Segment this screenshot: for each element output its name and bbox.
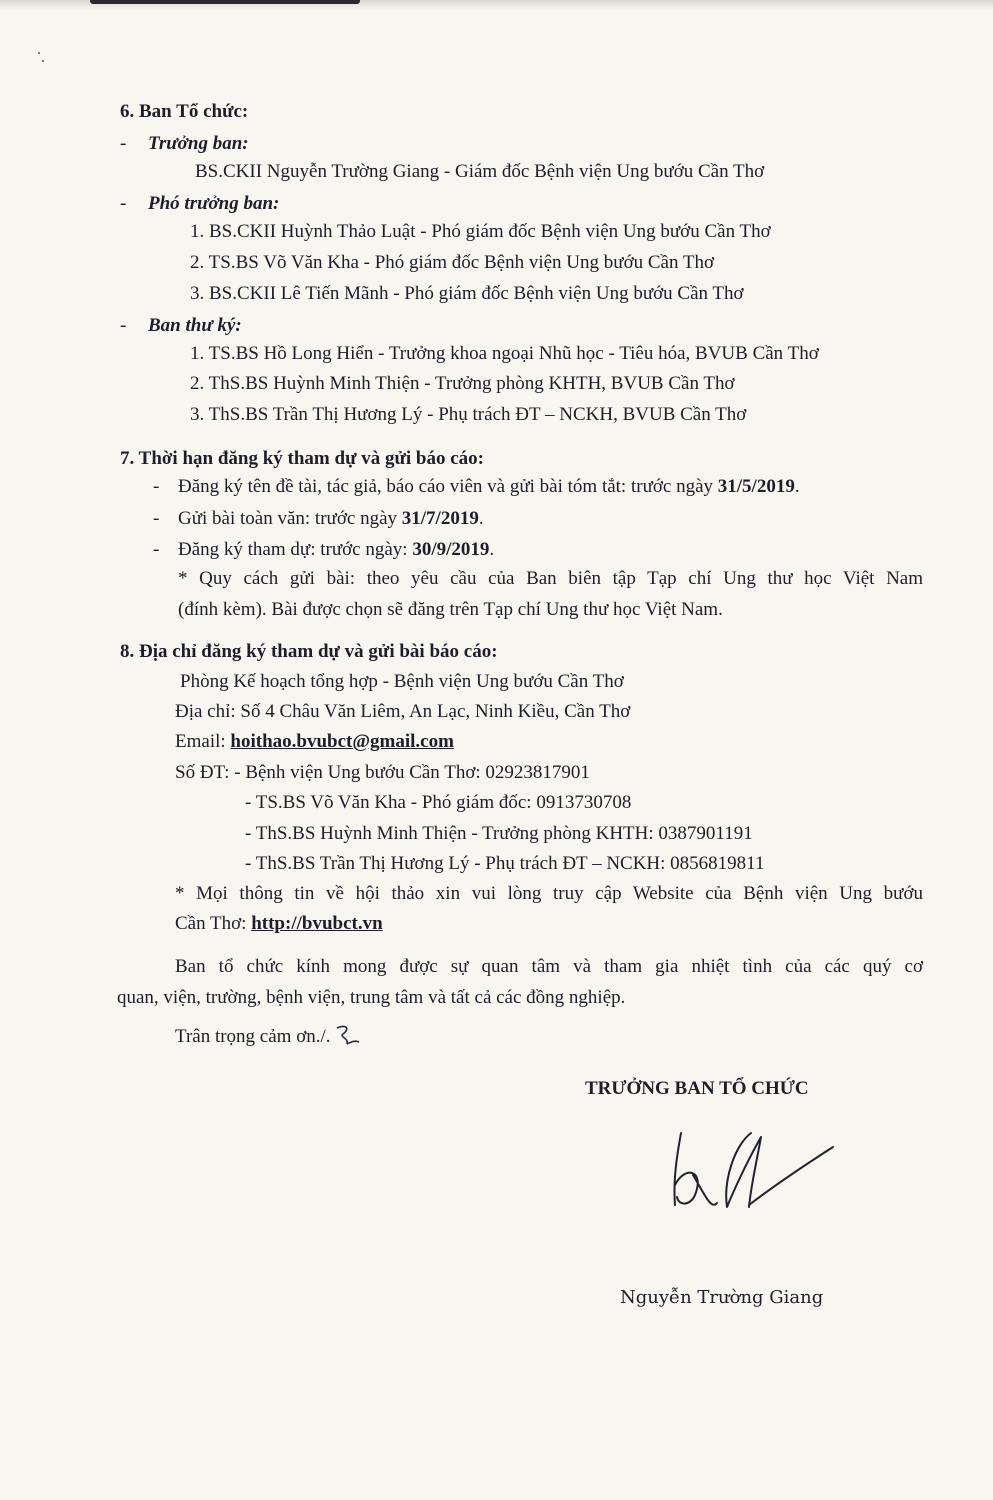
deadline-text: Gửi bài toàn văn: trước ngày — [178, 508, 402, 529]
section-7-heading: 7. Thời hạn đăng ký tham dự và gửi báo cáo: — [120, 448, 484, 469]
bullet-dash: - — [153, 539, 160, 560]
deadline-item: Gửi bài toàn văn: trước ngày 31/7/2019. — [178, 508, 484, 529]
deputy-item: 2. TS.BS Võ Văn Kha - Phó giám đốc Bệnh viện Ung bướu Cần Thơ — [190, 252, 715, 273]
head-label: Trưởng ban: — [148, 133, 249, 154]
thanks-line — [175, 1022, 361, 1049]
info-note: * Mọi thông tin về hội thảo xin vui lòng truy cập Website của Bệnh viện Ung bướu — [175, 883, 923, 904]
bullet-dash: - — [120, 133, 127, 154]
bullet-dash: - — [120, 315, 127, 336]
phone-item: - ThS.BS Trần Thị Hương Lý - Phụ trách ĐT – NCKH: 0856819811 — [245, 853, 765, 874]
phone-item: - ThS.BS Huỳnh Minh Thiện - Trưởng phòng KHTH: 0387901191 — [245, 823, 753, 844]
initials-icon — [333, 1022, 361, 1048]
deadline-date: 31/5/2019 — [717, 476, 795, 497]
secretary-item: 1. TS.BS Hồ Long Hiển - Trưởng khoa ngoại Nhũ học - Tiêu hóa, BVUB Cần Thơ — [190, 343, 819, 364]
deadline-date: 30/9/2019 — [412, 539, 490, 560]
deadline-date: 31/7/2019 — [401, 508, 479, 529]
signature-title: TRƯỞNG BAN TỔ CHỨC — [585, 1078, 809, 1099]
head-member: BS.CKII Nguyễn Trường Giang - Giám đốc Bệnh viện Ung bướu Cần Thơ — [195, 161, 765, 182]
scan-speck — [38, 52, 40, 54]
thanks-text: Trân trọng cảm ơn./. — [175, 1026, 331, 1047]
deadline-item: Đăng ký tham dự: trước ngày: 30/9/2019. — [178, 539, 495, 560]
scan-speck — [42, 60, 44, 62]
bullet-dash: - — [153, 508, 160, 529]
submission-note: * Quy cách gửi bài: theo yêu cầu của Ban biên tập Tạp chí Ung thư học Việt Nam — [178, 568, 923, 589]
website-line — [175, 912, 383, 936]
section-8-heading: 8. Địa chỉ đăng ký tham dự và gửi bài báo cáo: — [120, 641, 498, 662]
phone-label: Số ĐT: - — [175, 762, 246, 783]
website-link[interactable]: http://bvubct.vn — [251, 913, 383, 934]
phone-item: Bệnh viện Ung bướu Cần Thơ: 02923817901 — [245, 762, 590, 783]
secretary-item: 2. ThS.BS Huỳnh Minh Thiện - Trưởng phòng KHTH, BVUB Cần Thơ — [190, 373, 735, 394]
secretary-item: 3. ThS.BS Trần Thị Hương Lý - Phụ trách ĐT – NCKH, BVUB Cần Thơ — [190, 404, 747, 425]
section-6-heading: 6. Ban Tổ chức: — [120, 101, 249, 122]
closing-paragraph: Ban tổ chức kính mong được sự quan tâm và tham gia nhiệt tình của các quý cơ — [175, 956, 923, 977]
deputy-item: 3. BS.CKII Lê Tiến Mãnh - Phó giám đốc Bệnh viện Ung bướu Cần Thơ — [190, 283, 744, 304]
email-label: Email: — [175, 731, 231, 752]
bullet-dash: - — [153, 476, 160, 497]
signatory-name: Nguyễn Trường Giang — [620, 1287, 824, 1308]
secretary-label: Ban thư ký: — [148, 315, 242, 336]
phone-line — [175, 761, 590, 785]
closing-paragraph: quan, viện, trường, bệnh viện, trung tâm và tất cả các đồng nghiệp. — [117, 987, 626, 1008]
bullet-dash: - — [120, 193, 127, 214]
submission-note: (đính kèm). Bài được chọn sẽ đăng trên Tạp chí Ung thư học Việt Nam. — [178, 599, 723, 620]
phone-item: - TS.BS Võ Văn Kha - Phó giám đốc: 0913730708 — [245, 792, 632, 813]
office-name: Phòng Kế hoạch tổng hợp - Bệnh viện Ung bướu Cần Thơ — [180, 671, 624, 692]
email-link[interactable]: hoithao.bvubct@gmail.com — [230, 731, 454, 752]
email-line — [175, 730, 454, 754]
deadline-item: Đăng ký tên đề tài, tác giả, báo cáo viên và gửi bài tóm tắt: trước ngày 31/5/2019. — [178, 476, 800, 497]
deputy-item: 1. BS.CKII Huỳnh Thảo Luật - Phó giám đốc Bệnh viện Ung bướu Cần Thơ — [190, 221, 771, 242]
deputy-label: Phó trưởng ban: — [148, 193, 280, 214]
website-label: Cần Thơ: — [175, 913, 252, 934]
deadline-text: Đăng ký tham dự: trước ngày: — [178, 539, 413, 560]
address: Địa chỉ: Số 4 Châu Văn Liêm, An Lạc, Ninh Kiều, Cần Thơ — [175, 701, 631, 722]
signature-icon — [665, 1125, 845, 1225]
deadline-text: Đăng ký tên đề tài, tác giả, báo cáo viên và gửi bài tóm tắt: trước ngày — [178, 476, 718, 497]
scan-top-mark — [90, 0, 360, 4]
